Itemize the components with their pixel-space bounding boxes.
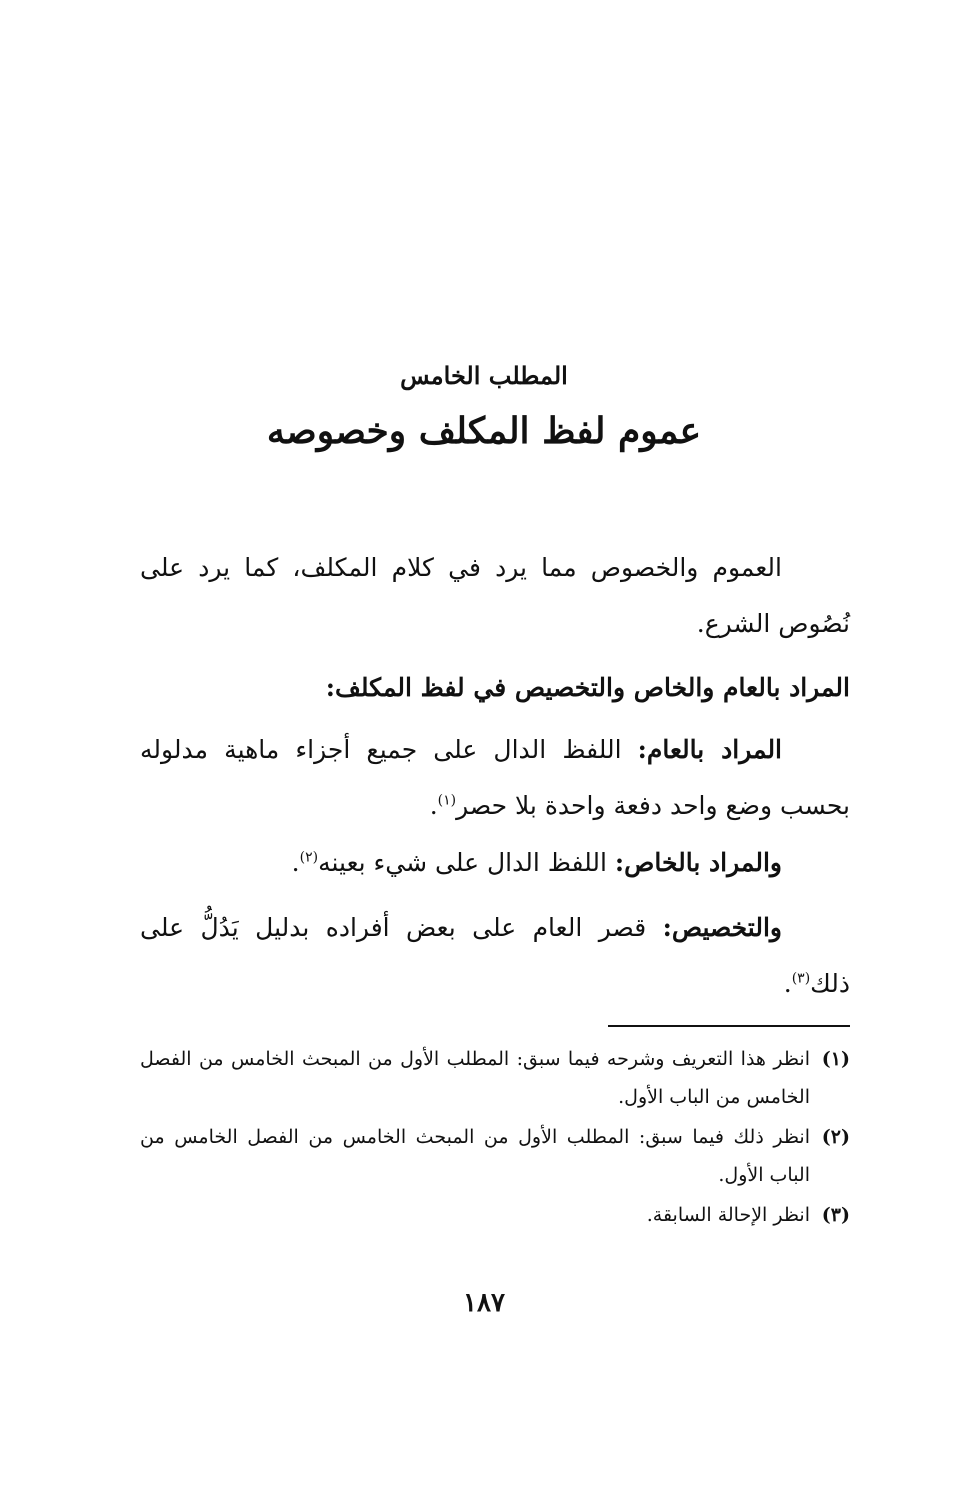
footnote-item bbox=[140, 1118, 850, 1194]
definition-specific bbox=[140, 835, 850, 891]
footnote-text: انظر ذلك فيما سبق: المطلب الأول من المبحث الخامس من الفصل الخامس من الباب الأول. bbox=[140, 1126, 810, 1186]
footnote-number: (١) bbox=[821, 1048, 850, 1070]
page-number: ١٨٧ bbox=[463, 1288, 505, 1318]
definition-specification bbox=[140, 900, 850, 1012]
sentence-end: . bbox=[291, 848, 300, 877]
definition-text: قصر العام على بعض أفراده بدليل يَدُلُّ على ذلك bbox=[140, 913, 850, 998]
intro-paragraph: العموم والخصوص مما يرد في كلام المكلف، كما يرد على نُصُوص الشرع. bbox=[140, 553, 850, 638]
sentence-end: . bbox=[429, 791, 438, 820]
sentence-end: . bbox=[783, 969, 792, 998]
definitions-subheading: المراد بالعام والخاص والتخصيص في لفظ المكلف: bbox=[325, 673, 850, 702]
definition-term: والمراد بالخاص: bbox=[614, 848, 782, 877]
section-label: المطلب الخامس bbox=[400, 361, 568, 390]
section-title: عموم لفظ المكلف وخصوصه bbox=[266, 410, 702, 452]
footnote-number: (٣) bbox=[821, 1204, 850, 1226]
definition-text: اللفظ الدال على جميع أجزاء ماهية مدلوله بحسب وضع واحد دفعة واحدة بلا حصر bbox=[140, 735, 850, 820]
footnote-text: انظر هذا التعريف وشرحه فيما سبق: المطلب الأول من المبحث الخامس من الفصل الخامس من الباب الأول. bbox=[140, 1048, 810, 1108]
footnote-reference[interactable]: (١) bbox=[437, 792, 457, 809]
footnote-reference[interactable]: (٣) bbox=[791, 970, 811, 987]
footnote-divider bbox=[608, 1025, 850, 1027]
footnote-number: (٢) bbox=[821, 1126, 850, 1148]
definition-general bbox=[140, 722, 850, 834]
footnotes-section bbox=[140, 1040, 850, 1236]
definition-term: المراد بالعام: bbox=[637, 735, 783, 764]
definition-term: والتخصيص: bbox=[662, 913, 782, 942]
footnote-item bbox=[140, 1196, 850, 1234]
footnote-reference[interactable]: (٢) bbox=[299, 849, 319, 866]
footnote-item bbox=[140, 1040, 850, 1116]
footnote-text: انظر الإحالة السابقة. bbox=[646, 1204, 810, 1226]
definition-text: اللفظ الدال على شيء بعينه bbox=[318, 848, 615, 877]
